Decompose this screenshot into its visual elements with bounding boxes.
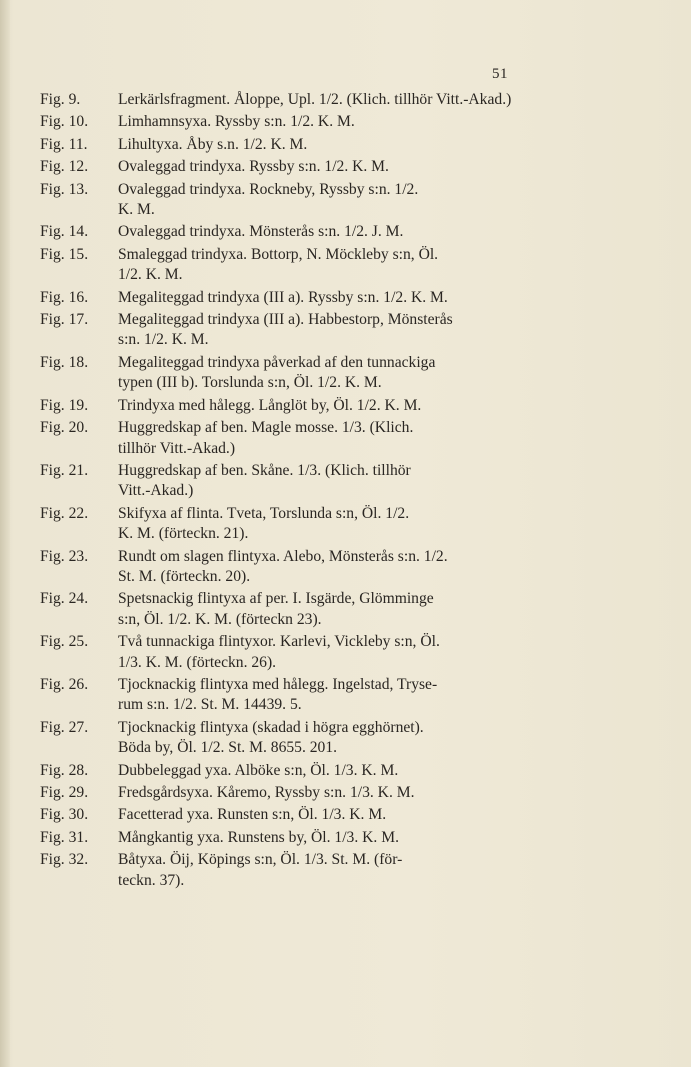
caption-entry: [40, 850, 540, 891]
caption-entry: [40, 828, 540, 848]
figure-caption: Dubbeleggad yxa. Alböke s:n, Öl. 1/3. K. M.: [118, 761, 399, 779]
caption-entry: [40, 805, 540, 825]
caption-entry: [40, 461, 540, 502]
page-number: 51: [492, 66, 508, 82]
figure-caption: Fredsgårdsyxa. Kåremo, Ryssby s:n. 1/3. K. M.: [118, 784, 415, 801]
figure-label: Fig. 26.: [40, 675, 89, 693]
caption-entry: [40, 589, 540, 630]
figure-caption: Två tunnackiga flintyxor. Karlevi, Vickleby s:n, Öl. 1/3. K. M. (förteckn. 26).: [118, 633, 440, 671]
figure-label: Fig. 11.: [40, 135, 88, 153]
figure-label: Fig. 9.: [40, 91, 81, 108]
figure-label: Fig. 21.: [40, 461, 89, 479]
figure-label: Fig. 12.: [40, 158, 89, 176]
caption-entry: [40, 112, 540, 132]
figure-caption: Skifyxa af flinta. Tveta, Torslunda s:n, Öl. 1/2. K. M. (förteckn. 21).: [118, 504, 410, 543]
caption-entry: [40, 418, 540, 459]
caption-entry: [40, 504, 540, 545]
figure-caption: Mångkantig yxa. Runstens by, Öl. 1/3. K. M.: [118, 828, 399, 846]
figure-label: Fig. 15.: [40, 245, 89, 263]
caption-entry: [40, 157, 540, 177]
caption-entry: [40, 135, 540, 155]
figure-caption: Limhamnsyxa. Ryssby s:n. 1/2. K. M.: [118, 113, 355, 131]
figure-caption: Spetsnackig flintyxa af per. I. Isgärde, Glömminge s:n, Öl. 1/2. K. M. (förteckn 23).: [118, 590, 434, 628]
figure-caption: Facetterad yxa. Runsten s:n, Öl. 1/3. K. M.: [118, 806, 387, 824]
figure-caption: Lerkärlsfragment. Åloppe, Upl. 1/2. (Klich. tillhör Vitt.-Akad.): [118, 91, 512, 108]
figure-label: Fig. 10.: [40, 113, 89, 131]
figure-caption: Huggredskap af ben. Skåne. 1/3. (Klich. tillhör Vitt.-Akad.): [118, 461, 411, 500]
figure-label: Fig. 20.: [40, 419, 89, 437]
figure-caption: Smaleggad trindyxa. Bottorp, N. Möckleby s:n, Öl. 1/2. K. M.: [118, 245, 439, 284]
caption-entry: [40, 761, 540, 781]
figure-caption: Lihultyxa. Åby s.n. 1/2. K. M.: [118, 135, 308, 153]
figure-caption: Rundt om slagen flintyxa. Alebo, Mönsterås s:n. 1/2. St. M. (förteckn. 20).: [118, 547, 448, 585]
caption-entry: [40, 675, 540, 716]
figure-label: Fig. 28.: [40, 761, 89, 779]
caption-entry: [40, 90, 540, 110]
caption-entry: [40, 632, 540, 673]
caption-entry: [40, 310, 540, 351]
figure-label: Fig. 31.: [40, 828, 89, 846]
figure-caption: Ovaleggad trindyxa. Mönsterås s:n. 1/2. J. M.: [118, 223, 404, 241]
figure-caption: Tjocknackig flintyxa (skadad i högra egghörnet). Böda by, Öl. 1/2. St. M. 8655. 201.: [118, 718, 424, 757]
figure-caption: Trindyxa med hålegg. Långlöt by, Öl. 1/2. K. M.: [118, 396, 422, 414]
figure-label: Fig. 24.: [40, 590, 89, 608]
caption-entry: [40, 180, 540, 221]
figure-label: Fig. 13.: [40, 180, 89, 198]
page-gutter-shadow: [0, 0, 10, 1067]
caption-entry: [40, 396, 540, 416]
figure-label: Fig. 14.: [40, 223, 89, 241]
caption-entry: [40, 245, 540, 286]
caption-entry: [40, 547, 540, 588]
figure-label: Fig. 29.: [40, 784, 89, 801]
figure-label: Fig. 25.: [40, 633, 89, 651]
figure-caption-list: [40, 90, 540, 893]
figure-label: Fig. 17.: [40, 311, 89, 329]
figure-caption: Megaliteggad trindyxa påverkad af den tunnackiga typen (III b). Torslunda s:n, Öl. 1/2. K. M.: [118, 353, 436, 392]
figure-label: Fig. 30.: [40, 806, 89, 824]
figure-caption: Megaliteggad trindyxa (III a). Habbestorp, Mönsterås s:n. 1/2. K. M.: [118, 311, 453, 349]
figure-label: Fig. 23.: [40, 547, 89, 565]
figure-caption: Huggredskap af ben. Magle mosse. 1/3. (Klich. tillhör Vitt.-Akad.): [118, 419, 414, 457]
caption-entry: [40, 718, 540, 759]
figure-label: Fig. 19.: [40, 396, 89, 414]
figure-label: Fig. 32.: [40, 851, 89, 869]
figure-label: Fig. 27.: [40, 718, 89, 736]
figure-label: Fig. 16.: [40, 288, 89, 306]
figure-caption: Ovaleggad trindyxa. Ryssby s:n. 1/2. K. M.: [118, 158, 389, 176]
caption-entry: [40, 783, 540, 803]
figure-caption: Tjocknackig flintyxa med hålegg. Ingelstad, Tryse- rum s:n. 1/2. St. M. 14439. 5.: [118, 675, 438, 714]
figure-label: Fig. 18.: [40, 353, 89, 371]
figure-caption: Båtyxa. Öij, Köpings s:n, Öl. 1/3. St. M. (för- teckn. 37).: [118, 851, 403, 889]
figure-caption: Megaliteggad trindyxa (III a). Ryssby s:n. 1/2. K. M.: [118, 288, 448, 306]
caption-entry: [40, 353, 540, 394]
figure-label: Fig. 22.: [40, 504, 89, 522]
caption-entry: [40, 288, 540, 308]
figure-caption: Ovaleggad trindyxa. Rockneby, Ryssby s:n. 1/2. K. M.: [118, 180, 419, 219]
caption-entry: [40, 222, 540, 242]
